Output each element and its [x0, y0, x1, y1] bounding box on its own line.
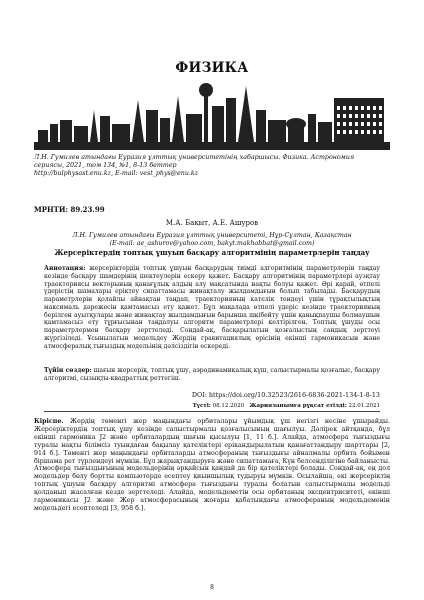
- intro-text: Жердің төменгі жер маңындағы орбиталары ұйымдық ұш негізгі несіне ұшырайды. Жерсеріктердің топтық ұшу кезінде салыстырмалы қозғалысының шағылуы. Дәлірек айтқанда, бұл екінші гармоника J2 және орбиталардың шағын қысылуы [1, 11 б.]. Алайда, атмосфера тығыздығы туралы нақты білімсіз туындаған бақылау қателіктері ерікандырылатын қанағаттандыру шарттары [2, 914 б.]. Төменгі жер маңындағы орбиталарды атмосфераның тығыздығы айналмалы орбита бойымен біршама рет түрлендеуі мүмкін. Бұл жарықтандыруға және сипаттамаға, Күн белсенділігіне байланысты. Атмосфера тығыздығының модельдерінің əрқайсын қандай да бір қателіктері болады. Сондай-ақ, ең дол модельдер бөлу бортты компьютерде есептеу қиыншылық тудыруы мүмкін. Осылайша, екі жерсеріктің топтық ұшуын басқару алгоритмі атмосфера тығыздығы туралы болатын салыстырмалы модельді қолданып жасалған кезде зерттеледі. Алайда, модельдеметін осы орбитаның эксцентриситеті, екінші гармоникасы J2 және Жер атмосферасының жоғары қабатындағы атмосфераның модельдеменін модельдегі есептеледі [3, 958 б.].: [34, 418, 390, 512]
- received-date: 08.12.2020: [212, 403, 245, 409]
- keywords-text: шағын жерсерік, топтық ұшу, аэродинамикалық күш, салыстырмалы қозғалыс, басқару алгоритмі, сызықты-квадраттық реттегіш.: [44, 367, 381, 382]
- introduction: [34, 418, 390, 513]
- received-label: Түсті:: [192, 403, 211, 409]
- abstract-text: жерсеріктердің топтық ұшуын басқарудың тиімді алгоритмінің параметрлерін таңдау кезінде басқару шамдерінің шектеулерін ескеру қажет. Басқару алгоритмінің параметрлері аузқтау траекториясы векторының қанағұлық алдың алу мақсатында нақты болуы қажет. Әрі қарай, өтпелі үдерістің шамалары еріктеу сипаттамасы жинақталу жылдамдығын болып табылады. Басқарудың параметрлерін қолайлы айнақтан таңдап, траекторияның кателік тендеуі үшін тұрақтылықтың максималь дәрежесін қамтамасыз ету қажет. Бұл мақалада өтпелі үдеріс кезінде траекторияның берілген ауытқулары және жинақтау жылдамдығын барынша шкібейту үшін қанықпаушы болмаушын қамтамасыз ету тұрғысынан таңдалуы алгоритм параметрлері келтірілген. Топтық ұшуды осы параметрлермен басқару зерттеледі. Сондай-ақ, басқарылатын қозғалыстың сандық зерттеуі жүргізіледі. Ұсынылатын модельдеу Жердің гравитациялық өрісінің екінші гармоникасын және атмосфералық тығыздық модельінің дәлсіздігін ескереді.: [44, 265, 380, 350]
- intro-label: Кіріспе.: [34, 418, 64, 425]
- journal-line-2: сериясы, 2021, том 134, №1, 8-13 беттер: [34, 162, 177, 170]
- paper-title: Жерсеріктердің топтық ұшуын басқару алгоритмінің параметрлерін таңдау: [54, 248, 370, 257]
- journal-citation: [34, 154, 390, 179]
- published-label: Жарияланымға рұқсат етілді:: [249, 403, 347, 409]
- keywords: [44, 367, 380, 383]
- affiliation: [0, 232, 424, 248]
- abstract-label: Аннотация:: [44, 265, 86, 272]
- mrnti-code: МРНТИ: 89.23.99: [34, 205, 105, 214]
- published-date: 22.01.2021: [348, 403, 380, 409]
- doi-link[interactable]: DOI: https://doi.org/10.32523/2616-6836-2021-134-1-8-13: [191, 391, 380, 399]
- divider: [44, 411, 380, 412]
- publication-dates: [193, 403, 380, 409]
- keywords-label: Түйін сөздер:: [44, 367, 92, 374]
- journal-line-3: http://bulphysast.enu.kz, E-mail: vest_phys@enu.kz: [34, 170, 199, 178]
- affiliation-emails: (E-mail: ae_ashurov@yahoo.com, bakyt.makhabbat@gmail.com): [109, 240, 315, 247]
- page-number: 8: [210, 584, 214, 591]
- section-title: ФИЗИКА: [175, 60, 249, 76]
- journal-line-1: Л.Н. Гумилев атындағы Еуразия ұлттық университетінің хабаршысы. Физика. Астрономия: [34, 154, 355, 161]
- affiliation-line-1: Л.Н. Гумилев атындағы Еуразия ұлттық университеті, Нұр-Сұлтан, Қазақстан: [72, 232, 352, 239]
- city-skyline-illustration: [34, 80, 390, 150]
- abstract: [44, 265, 380, 350]
- authors: М.А. Бақыт, А.Е. Ашуров: [165, 219, 259, 227]
